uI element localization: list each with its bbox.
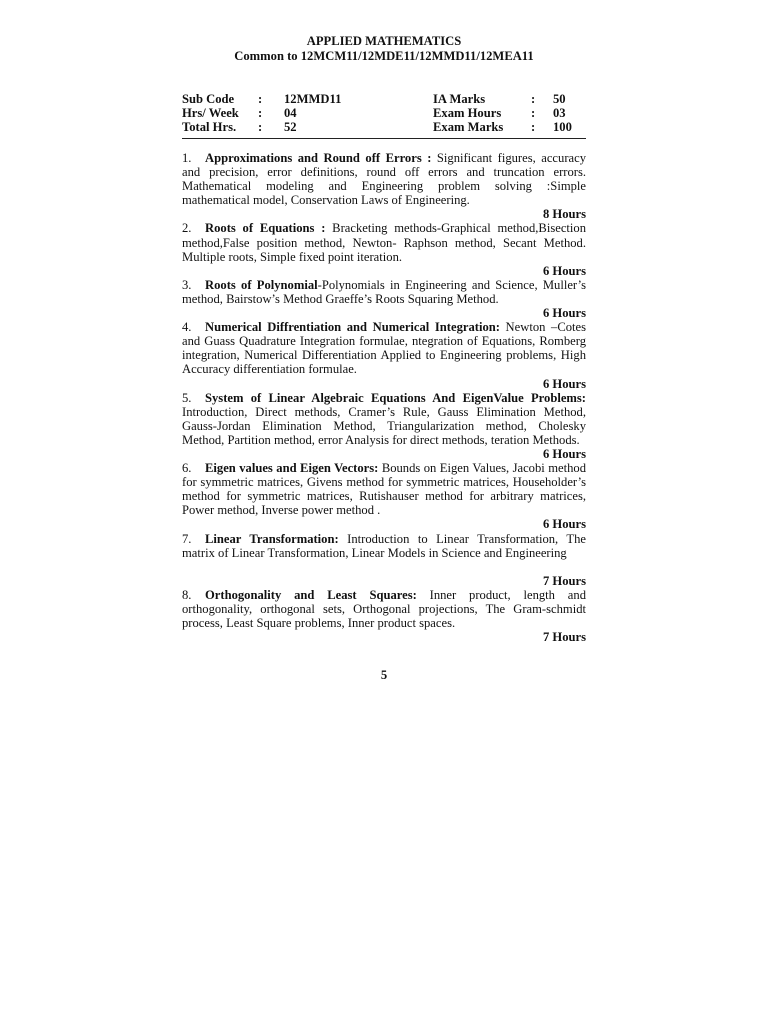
unit-description: -Polynomials in Engineering and Science, Muller’s method, Bairstow’s Method Graeffe’s Roots Squaring Method. <box>182 277 586 306</box>
unit-text <box>182 221 586 263</box>
info-separator: : <box>531 120 536 134</box>
unit-number: 5. <box>182 390 192 405</box>
unit-number: 6. <box>182 461 192 476</box>
unit-hours: 7 Hours <box>542 573 586 588</box>
info-separator: : <box>531 106 536 120</box>
unit-text <box>182 391 586 447</box>
unit-text <box>182 532 586 560</box>
unit-hours: 6 Hours <box>542 376 586 391</box>
unit-hours: 6 Hours <box>542 446 586 461</box>
unit-title: Approximations and Round off Errors : <box>205 151 432 165</box>
unit-3 <box>182 278 586 320</box>
info-separator: : <box>258 106 263 120</box>
unit-8 <box>182 588 586 644</box>
unit-title: Roots of Equations : <box>205 221 326 236</box>
unit-hours: 8 Hours <box>542 207 586 222</box>
info-separator: : <box>531 92 536 106</box>
unit-7 <box>182 532 586 588</box>
unit-description: Significant figures, accuracy and precision, error definitions, round off errors and truncation errors. Mathematical modeling and Engineering problem solving :Simple mathematical model, Conservation Laws of Engineering. <box>182 151 586 208</box>
unit-1 <box>182 151 586 221</box>
unit-text <box>182 461 586 517</box>
unit-number: 1. <box>182 151 192 165</box>
info-value: 50 <box>553 92 566 106</box>
unit-number: 4. <box>182 320 192 335</box>
unit-4 <box>182 320 586 390</box>
info-label: Hrs/ Week <box>182 106 239 120</box>
info-value: 100 <box>553 120 572 134</box>
unit-description: Bracketing methods-Graphical method,Bisection method,False position method, Newton- Raphson method, Secant Method. Multiple roots, Simple fixed point iteration. <box>182 221 586 264</box>
info-label: Exam Hours <box>433 106 502 120</box>
info-label: IA Marks <box>433 92 486 106</box>
unit-number: 3. <box>182 277 192 292</box>
info-row-hrs-week <box>182 106 586 120</box>
unit-title: Linear Transformation: <box>205 531 339 546</box>
unit-text <box>182 320 586 376</box>
unit-description: Inner product, length and orthogonality, orthogonal sets, Orthogonal projections, The Gram-schmidt process, Least Square problems, Inner product spaces. <box>182 587 586 630</box>
page-number: 5 <box>380 668 388 682</box>
unit-text <box>182 151 586 207</box>
info-separator: : <box>258 120 263 134</box>
unit-description: Introduction, Direct methods, Cramer’s Rule, Gauss Elimination Method, Gauss-Jordan Elimination Method, Triangularization method, Cholesky Method, Partition method, error Analysis for direct methods, teration Methods. <box>182 404 586 447</box>
unit-number: 7. <box>182 531 192 546</box>
document-title: APPLIED MATHEMATICS <box>306 34 462 48</box>
unit-text <box>182 588 586 630</box>
unit-6 <box>182 461 586 531</box>
info-separator: : <box>258 92 263 106</box>
info-value: 52 <box>284 120 297 134</box>
unit-hours: 6 Hours <box>542 517 586 532</box>
horizontal-divider <box>182 138 586 139</box>
syllabus-units <box>182 151 586 644</box>
unit-5 <box>182 391 586 461</box>
unit-title: System of Linear Algebraic Equations And EigenValue Problems: <box>205 390 586 405</box>
info-row-sub-code <box>182 92 586 106</box>
unit-description: Bounds on Eigen Values, Jacobi method for symmetric matrices, Givens method for symmetric matrices, Householder’s method for symmetric matrices, Rutishauser method for arbitrary matrices, Power method, Inverse power method . <box>182 461 586 518</box>
info-label: Exam Marks <box>433 120 504 134</box>
unit-title: Eigen values and Eigen Vectors: <box>205 461 379 476</box>
info-value: 12MMD11 <box>284 92 342 106</box>
info-row-total-hrs <box>182 120 586 134</box>
unit-2 <box>182 221 586 277</box>
info-value: 03 <box>553 106 566 120</box>
blank-line <box>182 560 586 574</box>
unit-title: Roots of Polynomial <box>205 277 318 292</box>
unit-number: 8. <box>182 587 192 602</box>
course-info-table <box>182 92 586 134</box>
unit-title: Orthogonality and Least Squares: <box>205 587 417 602</box>
unit-text <box>182 278 586 306</box>
unit-description: Introduction to Linear Transformation, The matrix of Linear Transformation, Linear Models in Science and Engineering <box>182 531 586 560</box>
unit-description: Newton –Cotes and Guass Quadrature Integration formulae, ntegration of Equations, Romberg integration, Numerical Differentiation Applied to Engineering problems, High Accuracy differentiation formulae. <box>182 320 587 377</box>
info-label: Sub Code <box>182 92 235 106</box>
unit-hours: 6 Hours <box>542 306 586 321</box>
info-label: Total Hrs. <box>182 120 237 134</box>
unit-number: 2. <box>182 221 192 236</box>
unit-hours: 6 Hours <box>542 263 586 278</box>
info-value: 04 <box>284 106 297 120</box>
unit-title: Numerical Diffrentiation and Numerical Integration: <box>205 320 500 335</box>
document-subtitle: Common to 12MCM11/12MDE11/12MMD11/12MEA11 <box>234 49 534 63</box>
unit-hours: 7 Hours <box>542 630 586 645</box>
page-header <box>182 34 586 64</box>
